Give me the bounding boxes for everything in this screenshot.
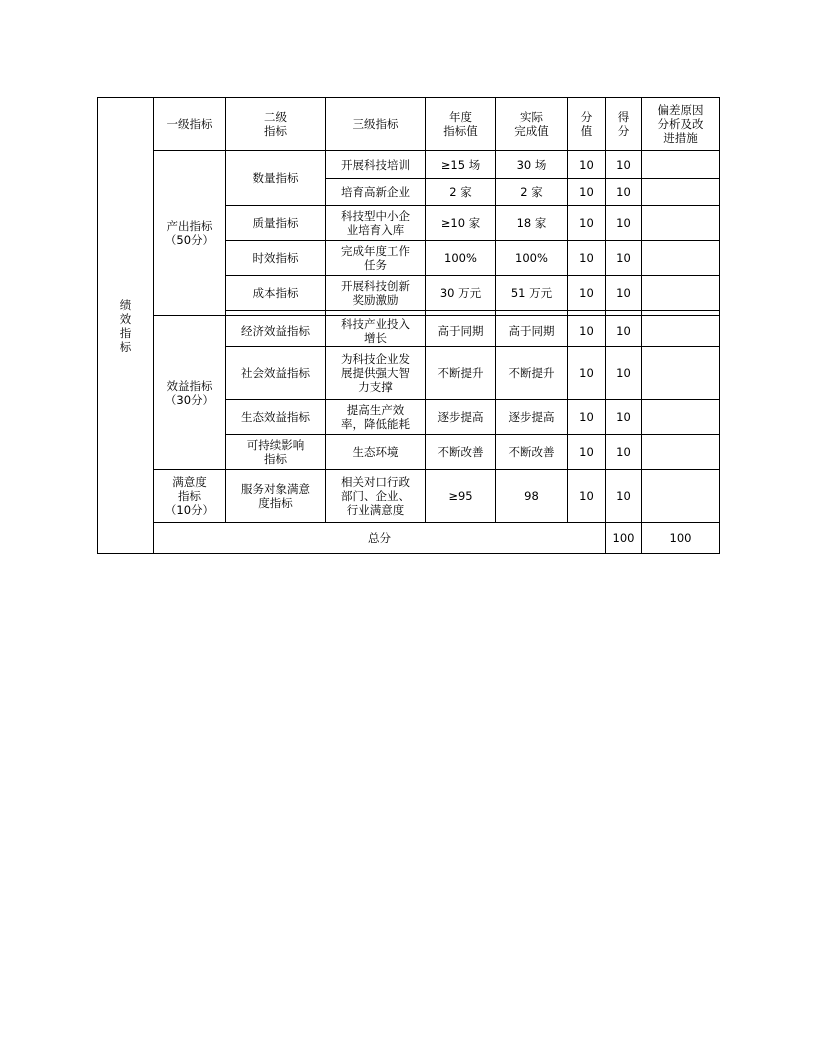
level3-cell: 生态环境 <box>326 435 426 470</box>
header-score: 得 分 <box>606 98 642 151</box>
actual-cell: 30 场 <box>496 151 568 179</box>
value-cell: 10 <box>568 151 606 179</box>
total-score: 100 <box>642 523 720 554</box>
deviation-cell <box>642 206 720 241</box>
actual-cell: 18 家 <box>496 206 568 241</box>
score-cell: 10 <box>606 347 642 400</box>
table-row <box>98 151 720 179</box>
actual-cell: 2 家 <box>496 179 568 206</box>
header-deviation: 偏差原因 分析及改 进措施 <box>642 98 720 151</box>
subgroup-service: 服务对象满意 度指标 <box>226 470 326 523</box>
level3-cell: 相关对口行政 部门、企业、 行业满意度 <box>326 470 426 523</box>
value-cell: 10 <box>568 347 606 400</box>
score-cell: 10 <box>606 206 642 241</box>
value-cell: 10 <box>568 241 606 276</box>
target-cell: 不断改善 <box>426 435 496 470</box>
subgroup-sustainable: 可持续影响 指标 <box>226 435 326 470</box>
level3-cell: 开展科技培训 <box>326 151 426 179</box>
target-cell: ≥15 场 <box>426 151 496 179</box>
total-label: 总分 <box>154 523 606 554</box>
deviation-cell <box>642 179 720 206</box>
value-cell: 10 <box>568 276 606 311</box>
deviation-cell <box>642 316 720 347</box>
actual-cell: 不断改善 <box>496 435 568 470</box>
target-cell: 不断提升 <box>426 347 496 400</box>
table-row <box>98 316 720 347</box>
table-row <box>98 470 720 523</box>
total-row <box>98 523 720 554</box>
subgroup-quality: 质量指标 <box>226 206 326 241</box>
actual-cell: 逐步提高 <box>496 400 568 435</box>
deviation-cell <box>642 435 720 470</box>
deviation-cell <box>642 241 720 276</box>
score-cell: 10 <box>606 435 642 470</box>
deviation-cell <box>642 151 720 179</box>
score-cell: 10 <box>606 151 642 179</box>
actual-cell: 100% <box>496 241 568 276</box>
deviation-cell <box>642 400 720 435</box>
score-cell: 10 <box>606 400 642 435</box>
deviation-cell <box>642 470 720 523</box>
actual-cell: 不断提升 <box>496 347 568 400</box>
header-annual-target: 年度 指标值 <box>426 98 496 151</box>
level3-cell: 提高生产效 率，降低能耗 <box>326 400 426 435</box>
header-level2: 二级 指标 <box>226 98 326 151</box>
header-actual: 实际 完成值 <box>496 98 568 151</box>
subgroup-cost: 成本指标 <box>226 276 326 311</box>
actual-cell: 51 万元 <box>496 276 568 311</box>
target-cell: 2 家 <box>426 179 496 206</box>
subgroup-economic: 经济效益指标 <box>226 316 326 347</box>
deviation-cell <box>642 347 720 400</box>
subgroup-timeliness: 时效指标 <box>226 241 326 276</box>
level3-cell: 完成年度工作 任务 <box>326 241 426 276</box>
target-cell: 逐步提高 <box>426 400 496 435</box>
level3-cell: 开展科技创新 奖励激励 <box>326 276 426 311</box>
header-level3: 三级指标 <box>326 98 426 151</box>
level3-cell: 为科技企业发 展提供强大智 力支撑 <box>326 347 426 400</box>
header-level1: 一级指标 <box>154 98 226 151</box>
value-cell: 10 <box>568 435 606 470</box>
subgroup-social: 社会效益指标 <box>226 347 326 400</box>
subgroup-ecological: 生态效益指标 <box>226 400 326 435</box>
level3-cell: 培育高新企业 <box>326 179 426 206</box>
group-satisfaction: 满意度 指标 （10分） <box>154 470 226 523</box>
score-cell: 10 <box>606 276 642 311</box>
target-cell: 100% <box>426 241 496 276</box>
target-cell: ≥10 家 <box>426 206 496 241</box>
score-cell: 10 <box>606 241 642 276</box>
value-cell: 10 <box>568 316 606 347</box>
level3-cell: 科技型中小企 业培育入库 <box>326 206 426 241</box>
header-row <box>98 98 720 151</box>
score-cell: 10 <box>606 179 642 206</box>
target-cell: 高于同期 <box>426 316 496 347</box>
side-label: 绩 效 指 标 <box>98 98 154 554</box>
group-benefit: 效益指标 （30分） <box>154 316 226 470</box>
performance-table <box>97 97 720 554</box>
score-cell: 10 <box>606 316 642 347</box>
group-output: 产出指标 （50分） <box>154 151 226 316</box>
actual-cell: 98 <box>496 470 568 523</box>
actual-cell: 高于同期 <box>496 316 568 347</box>
value-cell: 10 <box>568 400 606 435</box>
level3-cell: 科技产业投入 增长 <box>326 316 426 347</box>
subgroup-quantity: 数量指标 <box>226 151 326 206</box>
header-score-value: 分 值 <box>568 98 606 151</box>
deviation-cell <box>642 276 720 311</box>
value-cell: 10 <box>568 470 606 523</box>
score-cell: 10 <box>606 470 642 523</box>
total-value: 100 <box>606 523 642 554</box>
target-cell: ≥95 <box>426 470 496 523</box>
value-cell: 10 <box>568 206 606 241</box>
value-cell: 10 <box>568 179 606 206</box>
target-cell: 30 万元 <box>426 276 496 311</box>
